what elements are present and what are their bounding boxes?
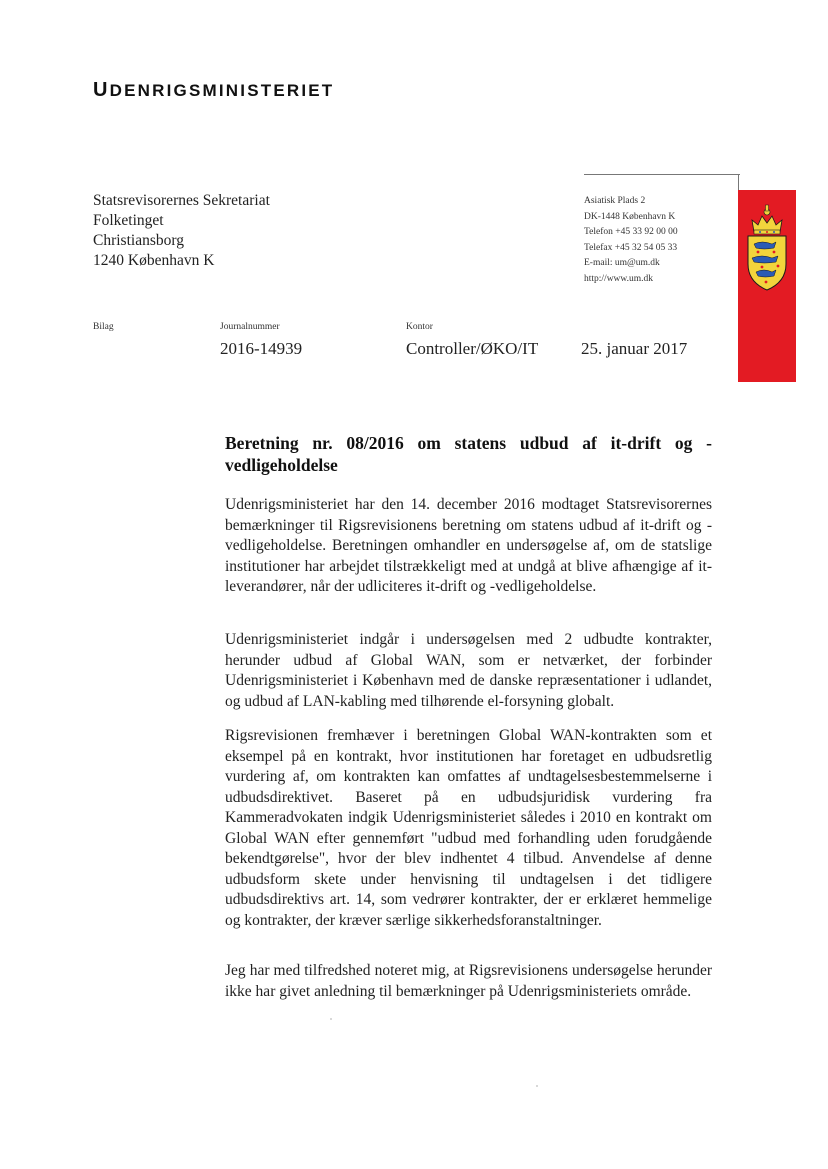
- kontor-value: Controller/ØKO/IT: [406, 339, 539, 358]
- sender-line: Asiatisk Plads 2: [584, 196, 646, 206]
- recipient-address: [93, 191, 270, 271]
- journal-label: Journalnummer: [220, 322, 280, 332]
- sender-line: http://www.um.dk: [584, 273, 654, 284]
- sender-line: Telefon +45 33 92 00 00: [584, 227, 678, 238]
- scan-speck: [536, 1085, 538, 1087]
- flag-band: [738, 190, 796, 382]
- letter-date: 25. januar 2017: [581, 339, 688, 358]
- sender-line: Telefax +45 32 54 05 33: [584, 242, 678, 253]
- journal-number: 2016-14939: [220, 339, 303, 358]
- body-paragraph: Udenrigsministeriet indgår i undersøgelsen med 2 udbudte kontrakter, herunder udbud af Global WAN, som er netværket, der forbinder Udenrigsministeriet i København med de danske repræsentationer i udlandet, og udbud af LAN-kabling med tilhørende el-forsyning globalt.: [225, 631, 712, 710]
- header-rule: [584, 174, 740, 175]
- ministry-name: UDENRIGSMINISTERIET: [93, 79, 335, 101]
- body-paragraph: Jeg har med tilfredshed noteret mig, at Rigsrevisionens undersøgelse herunder ikke har givet anledning til bemærkninger på Udenrigsministeriets område.: [225, 962, 712, 1000]
- body-paragraph: Udenrigsministeriet har den 14. december 2016 modtaget Statsrevisorernes bemærkninger til Rigsrevisionens beretning om statens udbud af it-drift og -vedligeholdelse. Beretningen omhandler en undersøgelse af, om de statslige institutioner har arbejdet tilstrækkeligt med at undgå at blive afhængige af it-leverandører, når der udliciteres it-drift og -vedligeholdelse.: [225, 496, 712, 595]
- sender-address: [584, 194, 678, 288]
- letter-subject: Beretning nr. 08/2016 om statens udbud af it-drift og -vedligeholdelse: [225, 433, 712, 475]
- recipient-line: Statsrevisorernes Sekretariat: [93, 192, 270, 209]
- coat-of-arms-icon: [738, 190, 796, 300]
- sender-line: E-mail: um@um.dk: [584, 258, 660, 269]
- recipient-line: 1240 København K: [93, 252, 215, 269]
- scan-speck: [330, 1018, 332, 1020]
- kontor-label: Kontor: [406, 322, 433, 332]
- header-rule-vertical: [738, 174, 739, 190]
- body-paragraph: Rigsrevisionen fremhæver i beretningen Global WAN-kontrakten som et eksempel på en kontrakt, hvor institutionen har foretaget en udbudsretlig vurdering af, om kontrakten kan omfattes af undtagelsesbestemmelserne i udbudsdirektivet. Baseret på en udbudsjuridisk vurdering fra Kammeradvokaten indgik Udenrigsministeriet således i 2010 en kontrakt om Global WAN efter gennemført "udbud med forhandling uden forudgående bekendtgørelse", hvor der blev indhentet 4 tilbud. Anvendelse af denne udbudsform skete under henvisning til undtagelsen i det tidligere udbudsdirektivs art. 14, som vedrører kontrakter, der er erklæret hemmelige og kontrakter, der kræver særlige sikkerhedsforanstaltninger.: [225, 727, 712, 929]
- bilag-label: Bilag: [93, 322, 114, 332]
- recipient-line: Folketinget: [93, 212, 164, 229]
- sender-line: DK-1448 København K: [584, 211, 676, 222]
- recipient-line: Christiansborg: [93, 232, 184, 249]
